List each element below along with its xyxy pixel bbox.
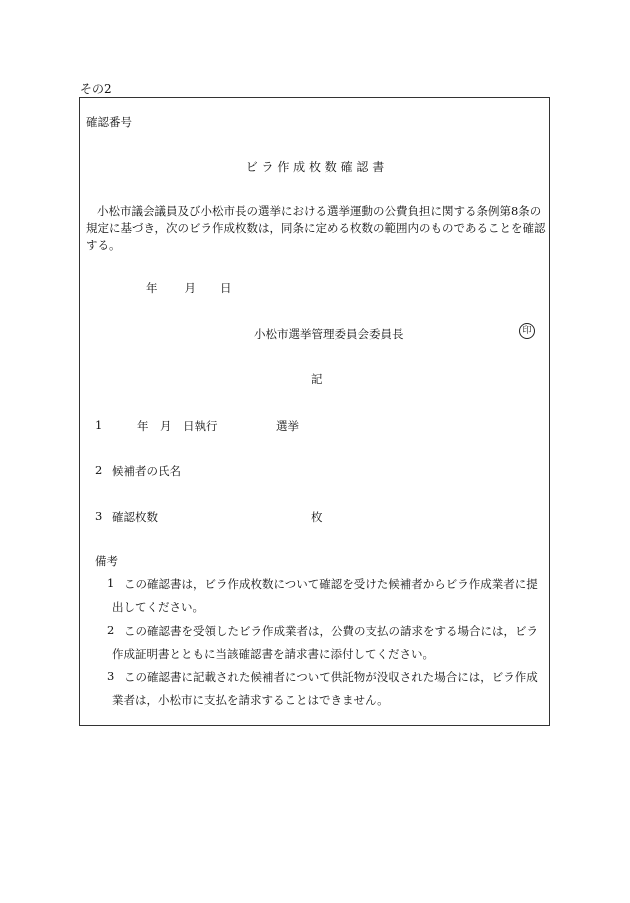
remark-2-line1: この確認書を受領したビラ作成業者は，公費の支払の請求をする場合には，ビラ <box>124 624 538 638</box>
item-2-number: 2 <box>95 463 103 477</box>
ki-heading: 記 <box>311 372 323 386</box>
item-3-label: 確認枚数 <box>112 510 158 524</box>
remark-3-line2: 業者は，小松市に支払を請求することはできません。 <box>112 693 389 707</box>
remark-2-number: 2 <box>107 623 115 637</box>
remark-1-number: 1 <box>107 576 115 590</box>
remark-3-line1: この確認書に記載された候補者について供託物が没収された場合には，ビラ作成 <box>124 670 538 684</box>
date-day: 日 <box>220 281 232 295</box>
remark-2-line2: 作成証明書とともに当該確認書を請求書に添付してください。 <box>112 647 434 661</box>
remark-1-line2: 出してください。 <box>112 600 204 614</box>
document-title: ビ ラ 作 成 枚 数 確 認 書 <box>245 160 385 174</box>
item-3-unit: 枚 <box>311 510 323 524</box>
issuer: 小松市選挙管理委員会委員長 <box>254 327 404 341</box>
date-line <box>146 280 232 296</box>
remarks-title: 備考 <box>95 554 118 568</box>
date-year: 年 <box>146 281 158 295</box>
item-2-label: 候補者の氏名 <box>112 464 181 478</box>
date-month: 月 <box>184 281 196 295</box>
remark-3-number: 3 <box>107 669 115 683</box>
item-1-year: 年 <box>137 419 149 433</box>
seal-mark: 印 <box>519 323 535 339</box>
item-1-election: 選挙 <box>276 419 299 433</box>
item-1-month: 月 <box>160 419 172 433</box>
confirm-number-label: 確認番号 <box>86 115 132 129</box>
item-1-day-exec: 日執行 <box>183 419 218 433</box>
item-1-number: 1 <box>95 418 103 432</box>
remark-1-line1: この確認書は，ビラ作成枚数について確認を受けた候補者からビラ作成業者に提 <box>124 577 538 591</box>
page-label: その2 <box>80 82 112 96</box>
intro-text: 小松市議会議員及び小松市長の選挙における選挙運動の公費負担に関する条例第8条の規定に基づき，次のビラ作成枚数は，同条に定める枚数の範囲内のものであることを確認する。 <box>86 204 546 252</box>
item-3-number: 3 <box>95 509 103 523</box>
